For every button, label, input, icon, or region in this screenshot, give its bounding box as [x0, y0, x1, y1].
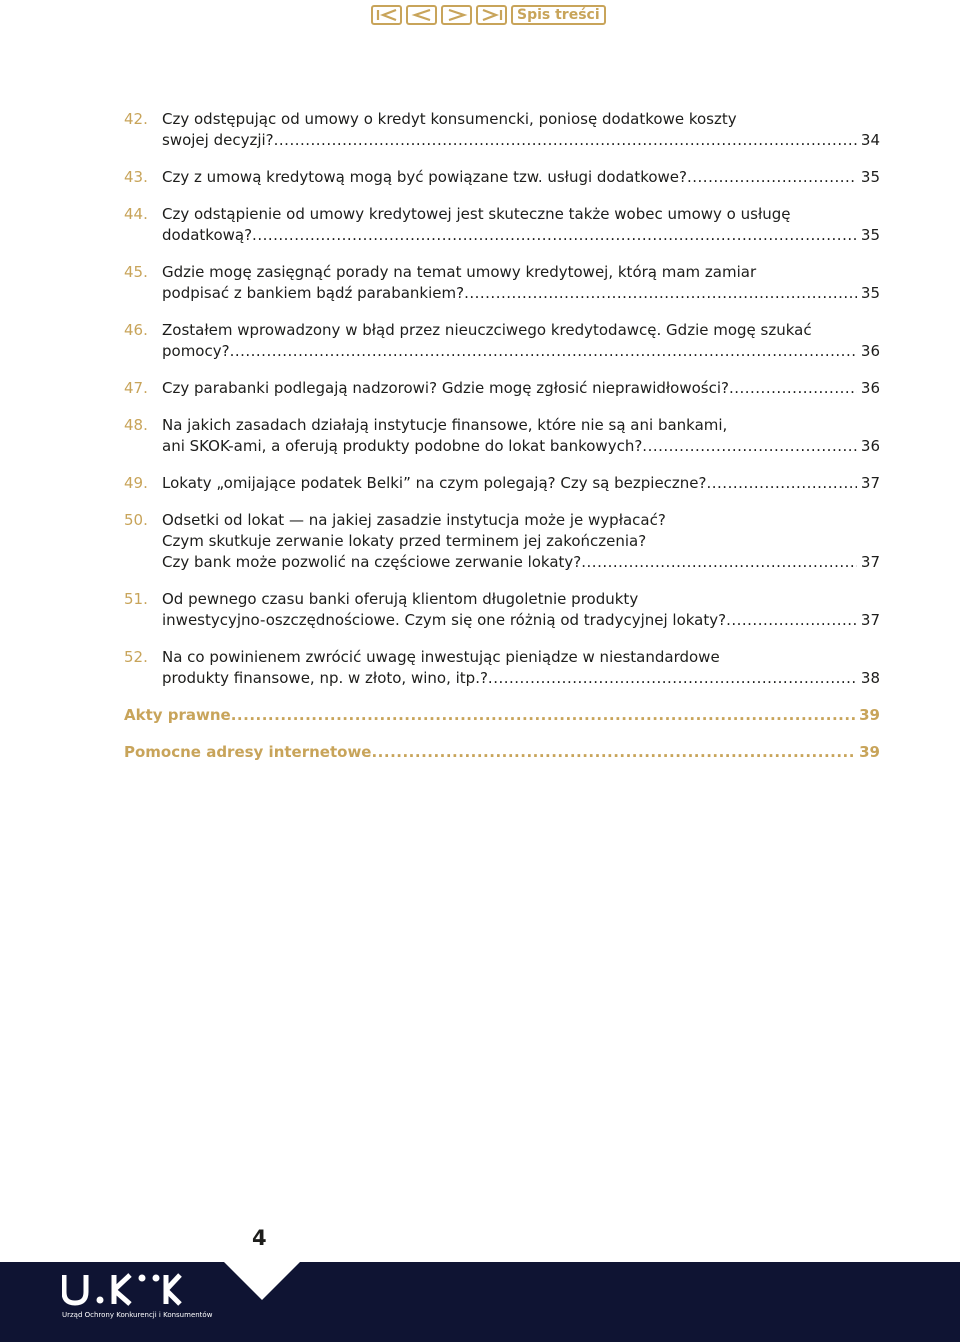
- toc-entry[interactable]: [124, 167, 880, 188]
- dot-leader: [687, 167, 857, 188]
- toc-entry-last-line: [162, 473, 880, 494]
- toc-entry-body: [162, 378, 880, 399]
- toc-entry-body: [162, 510, 880, 573]
- dot-leader: [252, 225, 857, 246]
- toc-entry-page: 37: [860, 474, 880, 492]
- dot-leader: [581, 552, 857, 573]
- dot-leader: [274, 130, 857, 151]
- toc-entry-number: 44.: [124, 205, 148, 223]
- dot-leader: [230, 341, 857, 362]
- toc-entry-page: 36: [860, 437, 880, 455]
- toc-entry-last-line: [162, 130, 880, 151]
- toc-entry-line: Gdzie mogę zasięgnąć porady na temat umowy kredytowej, którą mam zamiar: [162, 263, 757, 281]
- next-page-button[interactable]: [441, 5, 472, 25]
- toc-entry-line: Odsetki od lokat — na jakiej zasadzie instytucja może je wypłacać?: [162, 511, 666, 529]
- toc-entry[interactable]: [124, 109, 880, 151]
- last-page-button[interactable]: [476, 5, 507, 25]
- toc-section-title: Akty prawne: [124, 706, 231, 724]
- toc-entry-last-line: [162, 610, 880, 631]
- toc-entry-number: 50.: [124, 511, 148, 529]
- uokik-logo: [62, 1272, 182, 1308]
- dot-leader: [231, 705, 855, 726]
- toc-entry-title: inwestycyjno-oszczędnościowe. Czym się one różnią od tradycyjnej lokaty?: [162, 611, 727, 629]
- toc-entry-body: [162, 109, 880, 151]
- next-page-icon: [446, 9, 468, 21]
- toc-entry-title: pomocy?: [162, 342, 230, 360]
- toc-entry-line: Od pewnego czasu banki oferują klientom długoletnie produkty: [162, 590, 639, 608]
- toc-section-link[interactable]: [124, 705, 880, 726]
- toc-entry-title: produkty finansowe, np. w złoto, wino, itp.?: [162, 669, 488, 687]
- toc-entry-page: 34: [860, 131, 880, 149]
- toc-entry-number: 46.: [124, 321, 148, 339]
- toc-entry[interactable]: [124, 320, 880, 362]
- toc-entry-page: 37: [860, 553, 880, 571]
- toc-entry-number: 43.: [124, 168, 148, 186]
- toc-entry-last-line: [162, 668, 880, 689]
- toc-entry-number: 48.: [124, 416, 148, 434]
- toc-entry-title: dodatkową?: [162, 226, 253, 244]
- toc-entry-title: Czy bank może pozwolić na częściowe zerwanie lokaty?: [162, 553, 582, 571]
- toc-entry-page: 36: [860, 342, 880, 360]
- toc-entry[interactable]: [124, 589, 880, 631]
- toc-entry-line: Czy odstąpienie od umowy kredytowej jest skuteczne także wobec umowy o usługę: [162, 205, 791, 223]
- toc-entry[interactable]: [124, 647, 880, 689]
- toc-entry-title: ani SKOK-ami, a oferują produkty podobne do lokat bankowych?: [162, 437, 643, 455]
- toc-entry[interactable]: [124, 378, 880, 399]
- toc-entry-last-line: [162, 378, 880, 399]
- toc-entry-number: 45.: [124, 263, 148, 281]
- dot-leader: [729, 378, 857, 399]
- toc-entry-body: [162, 204, 880, 246]
- toc-entry-page: 37: [860, 611, 880, 629]
- toc-entry-title: Lokaty „omijające podatek Belki” na czym polegają? Czy są bezpieczne?: [162, 474, 707, 492]
- toc-entry-page: 35: [860, 226, 880, 244]
- toc-section-page: 39: [859, 743, 880, 761]
- toc-entry-last-line: [162, 552, 880, 573]
- page-number: 4: [252, 1226, 267, 1250]
- toc-entry-last-line: [162, 436, 880, 457]
- toc-entry-body: [162, 647, 880, 689]
- last-page-icon: [481, 9, 503, 21]
- toc-entry-title: Czy parabanki podlegają nadzorowi? Gdzie mogę zgłosić nieprawidłowości?: [162, 379, 729, 397]
- dot-leader: [642, 436, 857, 457]
- toc-entry-title: Czy z umową kredytową mogą być powiązane tzw. usługi dodatkowe?: [162, 168, 687, 186]
- toc-link-button[interactable]: Spis treści: [511, 5, 606, 25]
- toc-entry-body: [162, 589, 880, 631]
- toc-entry-last-line: [162, 283, 880, 304]
- toc-entry-title: podpisać z bankiem bądź parabankiem?: [162, 284, 465, 302]
- toc-section-page: 39: [859, 706, 880, 724]
- toc-entry-line: Zostałem wprowadzony w błąd przez nieuczciwego kredytodawcę. Gdzie mogę szukać: [162, 321, 812, 339]
- dot-leader: [371, 742, 855, 763]
- toc-entry-page: 35: [860, 284, 880, 302]
- toc-entry[interactable]: [124, 262, 880, 304]
- page-navigation: [371, 5, 606, 25]
- previous-page-button[interactable]: [406, 5, 437, 25]
- previous-page-icon: [411, 9, 433, 21]
- first-page-icon: [376, 9, 398, 21]
- footer-bar: [0, 1262, 960, 1342]
- toc-entry-last-line: [162, 167, 880, 188]
- toc-entry-number: 42.: [124, 110, 148, 128]
- toc-entry-body: [162, 320, 880, 362]
- toc-entry-line: Czym skutkuje zerwanie lokaty przed terminem jej zakończenia?: [162, 532, 647, 550]
- toc-entry[interactable]: [124, 473, 880, 494]
- toc-entry-number: 52.: [124, 648, 148, 666]
- toc-entry-page: 35: [860, 168, 880, 186]
- toc-entry[interactable]: [124, 510, 880, 573]
- dot-leader: [464, 283, 857, 304]
- dot-leader: [707, 473, 857, 494]
- table-of-contents: [124, 109, 880, 779]
- toc-entry-last-line: [162, 225, 880, 246]
- first-page-button[interactable]: [371, 5, 402, 25]
- toc-entry-title: swojej decyzji?: [162, 131, 274, 149]
- toc-entry-page: 36: [860, 379, 880, 397]
- toc-entry-body: [162, 262, 880, 304]
- toc-entry[interactable]: [124, 415, 880, 457]
- toc-entry-last-line: [162, 341, 880, 362]
- dot-leader: [726, 610, 857, 631]
- toc-entry-line: Na co powinienem zwrócić uwagę inwestując pieniądze w niestandardowe: [162, 648, 720, 666]
- toc-entry-number: 47.: [124, 379, 148, 397]
- toc-entry-line: Czy odstępując od umowy o kredyt konsumencki, poniosę dodatkowe koszty: [162, 110, 737, 128]
- toc-entry-number: 51.: [124, 590, 148, 608]
- logo-caption: Urząd Ochrony Konkurencji i Konsumentów: [62, 1311, 213, 1319]
- toc-section-link[interactable]: [124, 742, 880, 763]
- toc-entry-page: 38: [860, 669, 880, 687]
- toc-entry-body: [162, 167, 880, 188]
- toc-entry-line: Na jakich zasadach działają instytucje finansowe, które nie są ani bankami,: [162, 416, 728, 434]
- toc-entry-number: 49.: [124, 474, 148, 492]
- toc-entry-body: [162, 415, 880, 457]
- toc-entry-body: [162, 473, 880, 494]
- toc-section-title: Pomocne adresy internetowe: [124, 743, 372, 761]
- toc-entry[interactable]: [124, 204, 880, 246]
- dot-leader: [488, 668, 857, 689]
